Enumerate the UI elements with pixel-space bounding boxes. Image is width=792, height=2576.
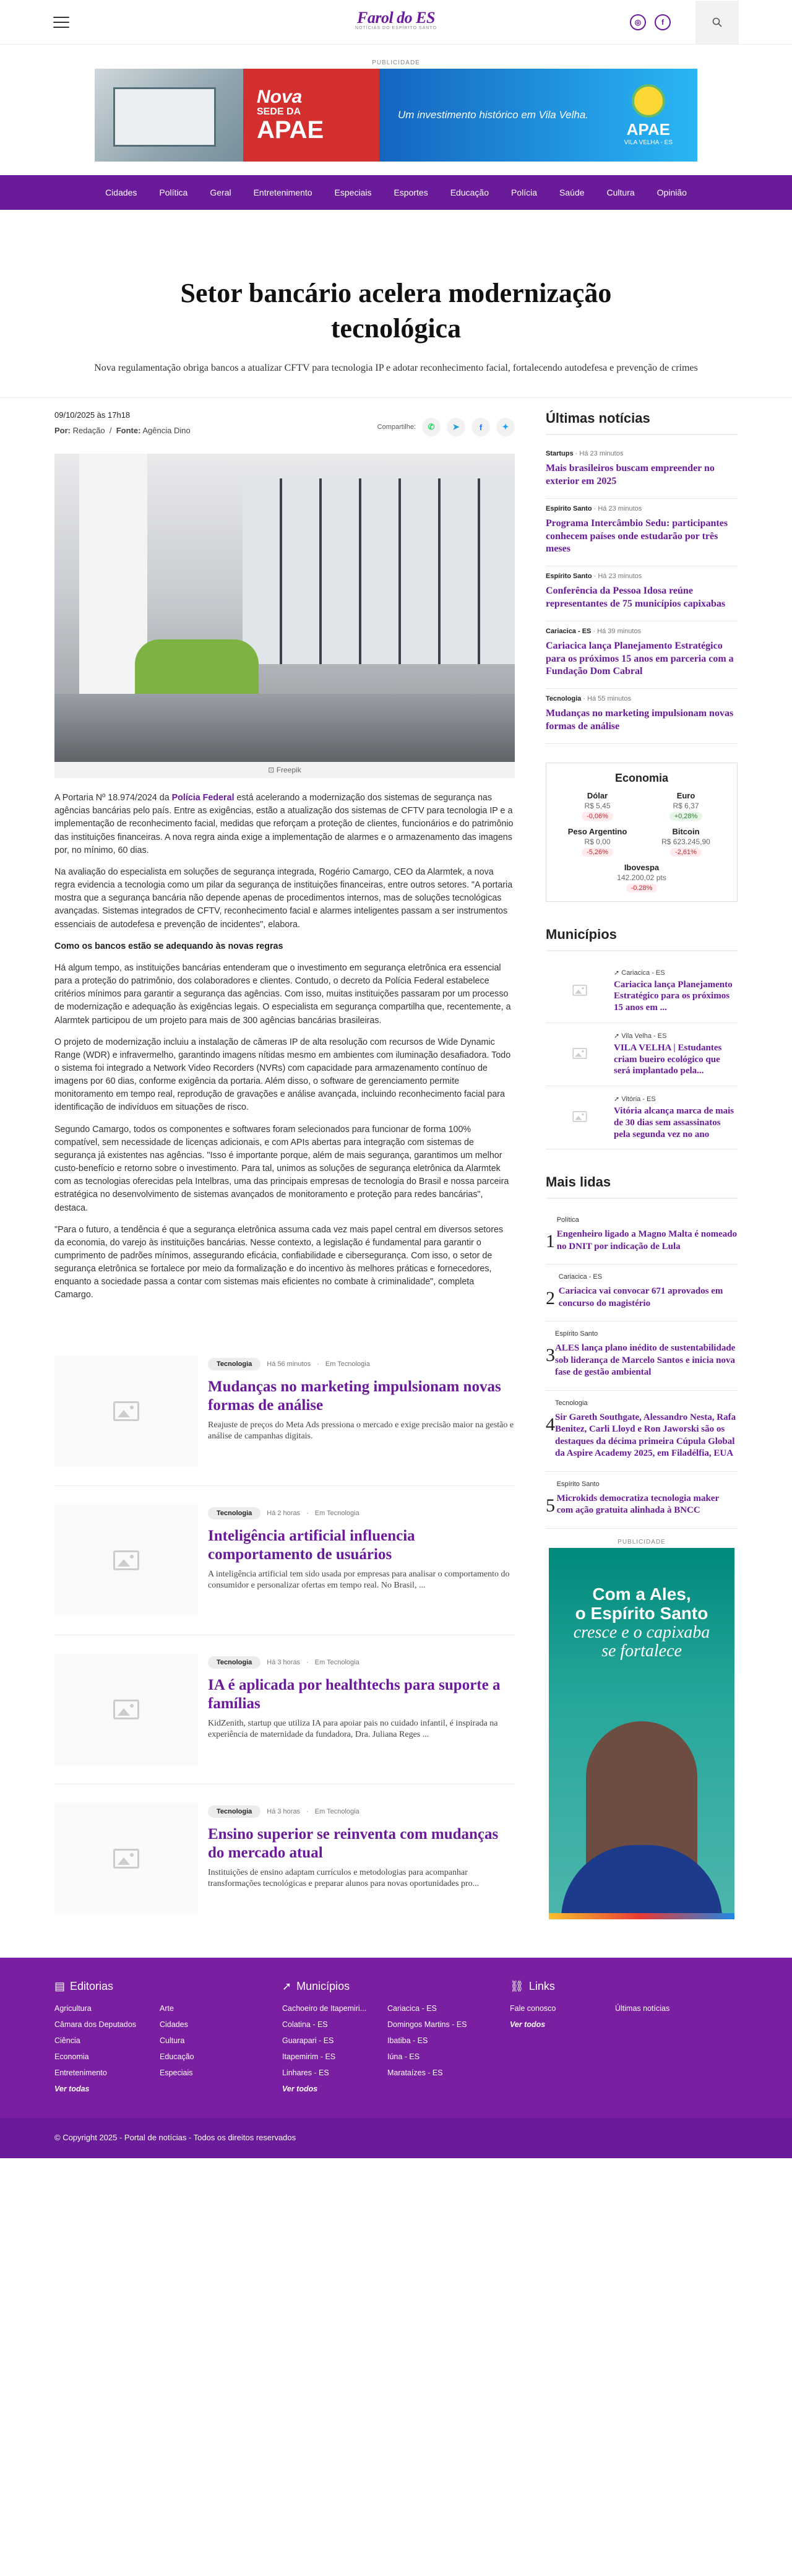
- link-icon: ⛓: [510, 1979, 524, 1992]
- municipio-item[interactable]: [546, 1023, 738, 1086]
- location-arrow-icon: ➚: [614, 1096, 620, 1104]
- thumbnail-placeholder: [546, 1095, 614, 1138]
- policia-federal-link[interactable]: Polícia Federal: [171, 793, 235, 803]
- latest-time: Há 23 minutos: [598, 504, 642, 512]
- footer-col-title: Links: [528, 1979, 555, 1992]
- related-title[interactable]: Inteligência artificial influencia comportamento de usuários: [208, 1527, 415, 1563]
- economy-item: [556, 863, 727, 893]
- article-meta: [54, 410, 515, 436]
- footer-link[interactable]: Cachoeiro de Itapemiri...: [282, 2003, 367, 2013]
- apae-flower-icon: [632, 84, 665, 118]
- related-summary: A inteligência artificial tem sido usada por empresas para analisar o comportamento do consumidor e personalizar ofertas em tempo real. No Brasil, ...: [208, 1569, 510, 1590]
- location-arrow-icon: ➚: [614, 1032, 620, 1040]
- economy-title: Economia: [614, 771, 669, 784]
- footer-col-title: Editorias: [70, 1979, 114, 1992]
- article-byline: Por: Redação / Fonte: Agência Dino: [54, 426, 191, 436]
- source-value: Agência Dino: [142, 426, 191, 436]
- article-main-image: [54, 454, 515, 762]
- article: [54, 398, 515, 1932]
- image-windows: [243, 478, 515, 664]
- related-summary: KidZenith, startup que utiliza IA para apoiar pais no cuidado infantil, é inspirada na experiência de maternidade da fundadora, Dra. Juliana Reges ...: [208, 1718, 498, 1739]
- latest-item[interactable]: Espírito Santo · Há 23 minutos Programa Intercâmbio Sedu: participantes conhecem países onde estudarão por três meses: [546, 499, 738, 566]
- source-label: Fonte:: [116, 426, 141, 436]
- ad-brand-sub: VILA VELHA - ES: [624, 139, 673, 146]
- ad-building-photo: [95, 69, 243, 162]
- site-logo[interactable]: [355, 9, 437, 30]
- ad-text: [549, 1585, 734, 1661]
- nav-item[interactable]: Geral: [210, 188, 231, 197]
- latest-news-title: Últimas notícias: [546, 410, 738, 435]
- p1-b: está acelerando a modernização dos sistemas de segurança nas agências bancárias pelo país. Entre as exigências, estão a atualização dos sistemas de CFTV para tecnologia IP e a implementação de reconhecimento facial, medidas que reforçam a proteção de clientes, funcionários e do patrimônio das instituições financeiras. A nova regra ainda exige a implementação de alarmes e o armazenamento das imagens por, no mínimo, 60 dias.: [54, 793, 514, 855]
- see-all-link[interactable]: Ver todos: [282, 2084, 318, 2093]
- sidebar: [546, 398, 738, 1932]
- image-placeholder-icon: [113, 1401, 139, 1421]
- eco-value: R$ 6,37: [673, 801, 699, 810]
- footer-link[interactable]: Domingos Martins - ES: [387, 2020, 467, 2029]
- eco-change: -5,26%: [582, 848, 613, 857]
- footer-link[interactable]: Guarapari - ES: [282, 2036, 334, 2045]
- latest-title[interactable]: Mudanças no marketing impulsionam novas formas de análise: [546, 708, 734, 732]
- footer-link[interactable]: Agricultura: [54, 2003, 92, 2013]
- by-label: Por:: [54, 426, 71, 436]
- nav-item[interactable]: Opinião: [656, 188, 687, 197]
- footer-col-title: Municípios: [296, 1979, 350, 1992]
- image-placeholder-icon: [572, 985, 587, 996]
- most-title[interactable]: ALES lança plano inédito de sustentabilidade sob liderança de Marcelo Santos e inicia nova fase de gestão ambiental: [555, 1343, 736, 1378]
- sidebar-ad: [546, 1539, 738, 1919]
- municipio-loc: Vila Velha - ES: [621, 1032, 667, 1040]
- category: Em Tecnologia: [314, 1807, 359, 1815]
- municipio-item[interactable]: [546, 1086, 738, 1149]
- site-header: [0, 0, 792, 45]
- image-placeholder-icon: [113, 1550, 139, 1570]
- ad-blue-block: [379, 69, 697, 162]
- ad-apae-logo: [624, 84, 673, 146]
- related-title[interactable]: IA é aplicada por healthtechs para suporte a famílias: [208, 1676, 501, 1712]
- whatsapp-icon[interactable]: ✆: [422, 418, 441, 436]
- nav-item[interactable]: Especiais: [334, 188, 372, 197]
- nav-item[interactable]: Saúde: [559, 188, 585, 197]
- article-title: Setor bancário acelera modernização tecnológica: [180, 278, 612, 344]
- related-summary: Instituições de ensino adaptam currículos e metodologias para acompanhar transformações tecnológicas e preparar alunos para novas oportunidades pro...: [208, 1867, 480, 1888]
- most-title[interactable]: Microkids democratiza tecnologia maker com ação gratuita alinhada à BNCC: [556, 1493, 719, 1516]
- latest-time: Há 23 minutos: [579, 450, 624, 458]
- location-arrow-icon: ➚: [282, 1979, 292, 1992]
- related-item[interactable]: Tecnologia Há 2 horas · Em Tecnologia Inteligência artificial influencia comportamento de usuários A inteligência artificial tem sido usada por empresas para analisar o comportamento do consumidor e personalizar ofertas em tempo real. No Brasil, ...: [54, 1486, 515, 1635]
- eco-change: -0.28%: [626, 884, 658, 893]
- latest-title[interactable]: Conferência da Pessoa Idosa reúne representantes de 75 municípios capixabas: [546, 586, 726, 609]
- related-title[interactable]: Ensino superior se reinventa com mudanças do mercado atual: [208, 1825, 499, 1861]
- thumbnail-placeholder: [54, 1355, 198, 1467]
- most-read-item[interactable]: [546, 1321, 738, 1391]
- nav-item[interactable]: Política: [159, 188, 188, 197]
- footer-link[interactable]: Ibatiba - ES: [387, 2036, 428, 2045]
- facebook-icon[interactable]: f: [655, 14, 671, 30]
- most-title[interactable]: Cariacica vai convocar 671 aprovados em concurso do magistério: [558, 1286, 723, 1308]
- image-caption: [54, 762, 515, 778]
- paragraph: "Para o futuro, a tendência é que a segurança eletrônica assuma cada vez mais papel central em diversos setores da economia, do varejo às instituições bancárias. Nesse contexto, a legislação é fundamental para garantir o cumprimento de padrões mínimos, assegurando eficácia, confiabilidade e cibersegurança. Com isso, o setor de segurança eletrônica se fortalece por meio da formalização e do incentivo às melhores práticas e fornecedores, enquanto a sociedade passa a contar com sistemas mais eficientes no combate à criminalidade", completa Camargo.: [54, 1224, 504, 1300]
- thumbnail-placeholder: [54, 1505, 198, 1616]
- most-read-item[interactable]: [546, 1472, 738, 1529]
- most-cat: Espírito Santo: [555, 1330, 598, 1338]
- eco-change: -0,06%: [582, 812, 613, 821]
- eco-value: R$ 0,00: [584, 837, 611, 846]
- top-ad-wrapper: [0, 45, 792, 175]
- latest-cat: Espírito Santo: [546, 504, 592, 512]
- image-placeholder-icon: [572, 1048, 587, 1059]
- nav-item[interactable]: Cultura: [606, 188, 635, 197]
- economy-item: [645, 791, 727, 821]
- footer-link[interactable]: Educação: [160, 2052, 194, 2061]
- economy-item: [556, 791, 639, 821]
- time: Há 3 horas: [267, 1807, 301, 1815]
- search-button[interactable]: [695, 1, 739, 44]
- paragraph: [54, 792, 515, 857]
- sidebar-ad-banner[interactable]: [549, 1548, 734, 1919]
- municipio-loc: Vitória - ES: [621, 1096, 656, 1104]
- ad-line1: Nova: [257, 87, 303, 107]
- camera-icon: ⊡: [268, 766, 275, 775]
- footer-link[interactable]: Itapemirim - ES: [282, 2052, 336, 2061]
- footer-municipios: [282, 1980, 510, 2093]
- logo-name: Farol do ES: [357, 9, 435, 27]
- latest-cat: Startups: [546, 450, 574, 458]
- latest-item[interactable]: Tecnologia · Há 55 minutos Mudanças no marketing impulsionam novas formas de análise: [546, 689, 738, 744]
- see-all-link[interactable]: Ver todos: [510, 2020, 546, 2029]
- most-read-widget: [546, 1174, 738, 1529]
- rank-number: 2: [546, 1288, 555, 1309]
- share-bar: [377, 418, 515, 436]
- ad-line2: o Espírito Santo: [575, 1603, 708, 1623]
- ad-line1: Com a Ales,: [592, 1584, 691, 1604]
- ad-line3: cresce e o capixaba: [573, 1622, 710, 1642]
- footer-link[interactable]: Entretenimento: [54, 2068, 107, 2077]
- nav-item[interactable]: Polícia: [511, 188, 538, 197]
- latest-title[interactable]: Programa Intercâmbio Sedu: participantes conhecem países onde estudarão por três meses: [546, 517, 728, 555]
- most-cat: Cariacica - ES: [558, 1273, 603, 1281]
- rank-number: 5: [546, 1495, 555, 1516]
- eco-value: R$ 623.245,90: [661, 837, 710, 846]
- ad-line4: se fortalece: [601, 1641, 682, 1661]
- site-footer: [0, 1958, 792, 2118]
- eco-name: Peso Argentino: [567, 826, 627, 836]
- eco-name: Bitcoin: [672, 826, 700, 836]
- article-body: [54, 792, 515, 1302]
- caption-text: Freepik: [276, 766, 301, 775]
- latest-cat: Espírito Santo: [546, 573, 592, 581]
- nav-item[interactable]: Educação: [450, 188, 489, 197]
- thumbnail-placeholder: [54, 1654, 198, 1765]
- most-cat: Espírito Santo: [556, 1480, 600, 1488]
- footer-link[interactable]: Colatina - ES: [282, 2020, 328, 2029]
- see-all-link[interactable]: Ver todas: [54, 2084, 90, 2093]
- ad-line3: APAE: [257, 116, 324, 144]
- top-ad-banner[interactable]: [95, 69, 697, 162]
- eco-value: R$ 5,45: [584, 801, 611, 810]
- rank-number: 3: [546, 1345, 555, 1366]
- most-title[interactable]: Sir Gareth Southgate, Alessandro Nesta, Rafa Benitez, Carli Lloyd e Ron Jaworski são os destaques da décima primeira Cúpula Global da Aspire Academy 2025, em Filadélfia, EUA: [555, 1412, 736, 1459]
- eco-name: Dólar: [587, 790, 608, 800]
- eco-change: +0,28%: [669, 812, 703, 821]
- eco-value: 142.200,02 pts: [617, 873, 666, 882]
- ad-red-block: [243, 69, 379, 162]
- rank-number: 4: [546, 1414, 555, 1435]
- related-title[interactable]: Mudanças no marketing impulsionam novas formas de análise: [208, 1378, 501, 1414]
- ad-brand: APAE: [626, 120, 670, 139]
- search-icon: [712, 17, 722, 27]
- category: Em Tecnologia: [314, 1509, 359, 1517]
- ad-tagline: Um investimento histórico em Vila Velha.: [398, 109, 589, 121]
- article-subtitle: Nova regulamentação obriga bancos a atualizar CFTV para tecnologia IP e adotar reconhecimento facial, fortalecendo autodefesa e prevenção de crimes: [94, 363, 698, 374]
- related-item[interactable]: Tecnologia Há 3 horas · Em Tecnologia Ensino superior se reinventa com mudanças do mercado atual Instituições de ensino adaptam currículos e metodologias para acompanhar transformações tecnológicas e preparar alunos para novas oportunidades pro...: [54, 1784, 515, 1933]
- latest-title[interactable]: Mais brasileiros buscam empreender no exterior em 2025: [546, 463, 715, 486]
- image-placeholder-icon: [113, 1849, 139, 1869]
- latest-time: Há 55 minutos: [587, 695, 631, 703]
- footer-link[interactable]: Cidades: [160, 2020, 188, 2029]
- related-item[interactable]: Tecnologia Há 3 horas · Em Tecnologia IA é aplicada por healthtechs para suporte a famílias KidZenith, startup que utiliza IA para apoiar pais no cuidado infantil, é inspirada na experiência de maternidade da fundadora, Dra. Juliana Reges ...: [54, 1635, 515, 1784]
- footer-editorias: [54, 1980, 282, 2093]
- latest-item[interactable]: Startups · Há 23 minutos Mais brasileiros buscam empreender no exterior em 2025: [546, 444, 738, 499]
- latest-cat: Cariacica - ES: [546, 627, 592, 635]
- latest-time: Há 23 minutos: [598, 573, 642, 581]
- latest-item[interactable]: Espírito Santo · Há 23 minutos Conferência da Pessoa Idosa reúne representantes de 75 municípios capixabas: [546, 566, 738, 621]
- ad-line2: SEDE DA: [257, 106, 301, 117]
- copyright-bar: [0, 2118, 792, 2158]
- most-read-item[interactable]: [546, 1391, 738, 1472]
- location-arrow-icon: ➚: [614, 969, 620, 977]
- paragraph: Há algum tempo, as instituições bancárias entenderam que o investimento em segurança eletrônica era essencial para a proteção do patrimônio, dos colaboradores e clientes. Contudo, o decreto da Polícia Federal estabelece critérios mínimos para garantir a segurança das agências. Com isso, muitas instituições passaram por um processo de modernização e adequação às exigências legais. O especialista em segurança compartilha que, recentemente, a Alarmtek participou de um projeto para mais de 300 agências bancárias brasileiras.: [54, 962, 511, 1026]
- paragraph: O projeto de modernização incluiu a instalação de câmeras IP de alta resolução com recursos de Wide Dynamic Range (WDR) e infravermelho, garantindo imagens nítidas mesmo em ambientes com iluminação desafiadora. Todo o sistema foi integrado a Network Video Recorders (NVRs) com capacidade para armazenamento contínuo de imagens por 60 dias, conforme exigência da portaria. Além disso, o software de gerenciamento permite monitoramento em tempo real, reprodução de gravações e análise avançada, incluindo reconhecimento facial para identificação de indivíduos em situações de risco.: [54, 1037, 511, 1113]
- municipio-title[interactable]: Cariacica lança Planejamento Estratégico para os próximos 15 anos em ...: [614, 979, 733, 1013]
- municipio-loc: Cariacica - ES: [621, 969, 665, 977]
- share-label: Compartilhe:: [377, 423, 416, 431]
- instagram-icon[interactable]: ◎: [630, 14, 646, 30]
- paragraph: Na avaliação do especialista em soluções de segurança integrada, Rogério Camargo, CEO da Alarmtek, a nova regra evidencia a tecnologia como um pilar da segurança de instituições financeiras, entre outros setores. "A portaria mostra que a segurança bancária não depende apenas de procedimentos internos, mas de soluções tecnológicas avançadas. Sistemas integrados de CFTV, reconhecimento facial e alarmes inteligentes passam a ser instrumentos essenciais de autodefesa e prevenção de incidentes", elabora.: [54, 867, 513, 930]
- image-floor: [54, 694, 515, 762]
- related-item[interactable]: Tecnologia Há 56 minutos · Em Tecnologia Mudanças no marketing impulsionam novas formas de análise Reajuste de preços do Meta Ads pressiona o mercado e exige precisão maior na gestão e análise de campanhas digitais.: [54, 1337, 515, 1486]
- footer-link[interactable]: Últimas notícias: [615, 2003, 670, 2013]
- footer-link[interactable]: Arte: [160, 2003, 174, 2013]
- latest-time: Há 39 minutos: [597, 627, 642, 635]
- thumbnail-placeholder: [546, 1032, 614, 1075]
- footer-link[interactable]: Ciência: [54, 2036, 80, 2045]
- most-cat: Tecnologia: [555, 1399, 588, 1407]
- latest-cat: Tecnologia: [546, 695, 582, 703]
- article-hero: [0, 210, 792, 398]
- eco-name: Euro: [676, 790, 695, 800]
- category-tag[interactable]: Tecnologia: [208, 1358, 260, 1370]
- municipios-widget: [546, 927, 738, 1150]
- most-title[interactable]: Engenheiro ligado a Magno Malta é nomeado no DNIT por indicação de Lula: [556, 1229, 738, 1251]
- ad-person-shirt: [561, 1845, 722, 1919]
- footer-links: [510, 1980, 738, 2093]
- related-news: [54, 1337, 515, 1933]
- footer-link[interactable]: Especiais: [160, 2068, 193, 2077]
- economy-item: [556, 827, 639, 857]
- thumbnail-placeholder: [546, 969, 614, 1012]
- footer-link[interactable]: Cultura: [160, 2036, 185, 2045]
- facebook-share-icon[interactable]: f: [471, 418, 490, 436]
- ad-label: PUBLICIDADE: [618, 1538, 666, 1545]
- ad-stripe: [549, 1913, 734, 1919]
- most-cat: Política: [556, 1216, 579, 1224]
- footer-link[interactable]: Câmara dos Deputados: [54, 2020, 137, 2029]
- most-read-item[interactable]: [546, 1208, 738, 1264]
- economy-widget: [546, 763, 738, 902]
- footer-link[interactable]: Cariacica - ES: [387, 2003, 437, 2013]
- eco-name: Ibovespa: [624, 862, 660, 872]
- category-tag[interactable]: Tecnologia: [208, 1656, 260, 1669]
- category: Em Tecnologia: [314, 1658, 359, 1666]
- municipio-item[interactable]: [546, 960, 738, 1023]
- telegram-icon[interactable]: ➤: [447, 418, 465, 436]
- main-content: [0, 398, 792, 1932]
- time: Há 3 horas: [267, 1658, 301, 1666]
- copyright-text: © Copyright 2025 - Portal de notícias - Todos os direitos reservados: [54, 2132, 296, 2142]
- eco-change: -2,61%: [670, 848, 702, 857]
- rank-number: 1: [546, 1231, 555, 1252]
- header-actions: [630, 1, 739, 44]
- footer-link[interactable]: Marataízes - ES: [387, 2068, 443, 2077]
- article-date: 09/10/2025 às 17h18: [54, 410, 131, 420]
- by-value: Redação: [72, 426, 105, 436]
- footer-link[interactable]: Fale conosco: [510, 2003, 556, 2013]
- p1-a: A Portaria Nº 18.974/2024 da: [54, 793, 172, 803]
- footer-link[interactable]: Economia: [54, 2052, 89, 2061]
- logo-tagline: NOTÍCIAS DO ESPÍRITO SANTO: [355, 26, 437, 30]
- most-read-item[interactable]: [546, 1264, 738, 1321]
- latest-title[interactable]: Cariacica lança Planejamento Estratégico para os próximos 15 anos em parceria com a Fundação Dom Cabral: [546, 640, 734, 677]
- image-placeholder-icon: [113, 1700, 139, 1719]
- nav-item[interactable]: Esportes: [394, 188, 428, 197]
- municipio-title[interactable]: Vitória alcança marca de mais de 30 dias sem assassinatos pela segunda vez no ano: [614, 1106, 734, 1139]
- category-tag[interactable]: Tecnologia: [208, 1507, 260, 1519]
- category-tag[interactable]: Tecnologia: [208, 1805, 260, 1818]
- paragraph: Segundo Camargo, todos os componentes e softwares foram selecionados para funcionar de forma 100% compatível, sem necessidade de licenças adicionais, e com APIs abertas para integração com sistemas de segurança já existentes nas agências. "Isso é importante porque, além de mais segurança, garantimos um melhor custo-benefício e retorno sobre o investimento. Para tal, unimos as soluções de segurança eletrônica da Alarmtek com as tecnologias oferecidas pela Intelbras, uma das principais empresas de tecnologia do Brasil e nossa parceira estratégica no desenvolvimento de sistemas avançados de monitoramento e proteção para redes bancárias", destaca.: [54, 1124, 509, 1213]
- menu-icon[interactable]: [53, 17, 69, 28]
- economy-item: [645, 827, 727, 857]
- time: Há 2 horas: [267, 1509, 301, 1517]
- image-placeholder-icon: [572, 1111, 587, 1122]
- main-nav: [0, 175, 792, 210]
- municipios-title: Municípios: [546, 927, 738, 951]
- section-heading: Como os bancos estão se adequando às novas regras: [54, 941, 283, 951]
- footer-link[interactable]: Linhares - ES: [282, 2068, 329, 2077]
- newspaper-icon: ▤: [54, 1979, 66, 1992]
- time: Há 56 minutos: [267, 1360, 311, 1368]
- thumbnail-placeholder: [54, 1803, 198, 1914]
- latest-item[interactable]: Cariacica - ES · Há 39 minutos Cariacica lança Planejamento Estratégico para os próximos 15 anos em parceria com a Fundação Dom Cabral: [546, 621, 738, 689]
- category: Em Tecnologia: [325, 1360, 370, 1368]
- municipio-title[interactable]: VILA VELHA | Estudantes criam bueiro ecológico que será implantado pela...: [614, 1042, 722, 1076]
- footer-link[interactable]: Iúna - ES: [387, 2052, 420, 2061]
- most-read-title: Mais lidas: [546, 1174, 738, 1199]
- twitter-icon[interactable]: ✦: [496, 418, 515, 436]
- image-desk: [135, 639, 259, 701]
- nav-item[interactable]: Cidades: [105, 188, 137, 197]
- nav-item[interactable]: Entretenimento: [253, 188, 312, 197]
- related-summary: Reajuste de preços do Meta Ads pressiona o mercado e exige precisão maior na gestão e análise de campanhas digitais.: [208, 1420, 514, 1441]
- ad-label: PUBLICIDADE: [372, 59, 420, 66]
